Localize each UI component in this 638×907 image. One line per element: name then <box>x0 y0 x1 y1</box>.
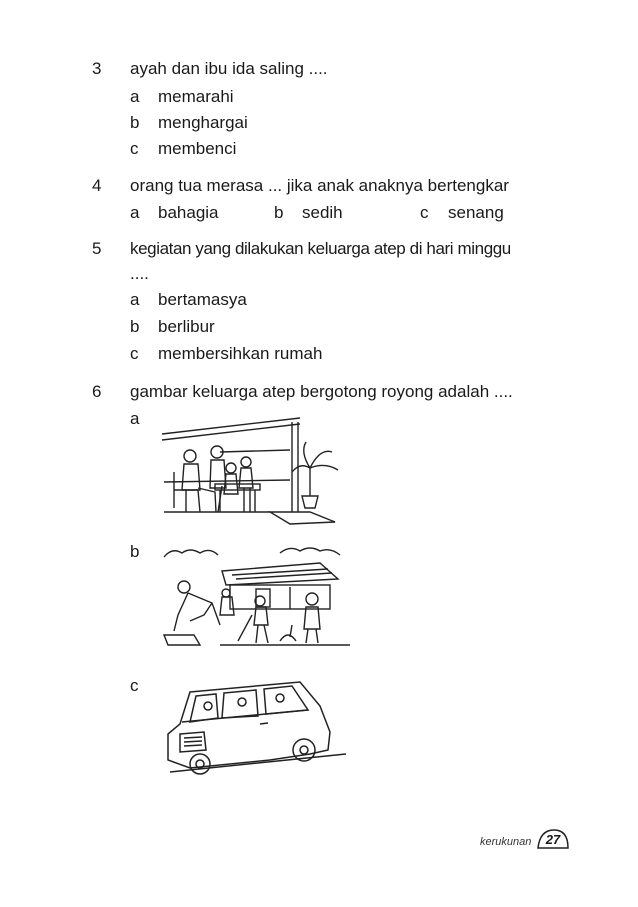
option-letter[interactable]: a <box>130 203 140 222</box>
option-text[interactable]: sedih <box>302 203 343 222</box>
option-letter[interactable]: c <box>130 139 139 158</box>
question-text: orang tua merasa ... jika anak anaknya bertengkar <box>130 176 509 195</box>
option-letter[interactable]: b <box>130 113 140 132</box>
option-letter[interactable]: a <box>130 409 140 428</box>
option-letter[interactable]: c <box>420 203 429 222</box>
option-text[interactable]: menghargai <box>158 113 248 132</box>
page-number: 27 <box>545 832 561 847</box>
question-text: ayah dan ibu ida saling .... <box>130 59 328 78</box>
option-text[interactable]: memarahi <box>158 87 234 106</box>
question-number: 5 <box>92 239 102 258</box>
option-text[interactable]: membersihkan rumah <box>158 344 323 363</box>
family-car-illustration[interactable] <box>160 676 350 778</box>
question-number: 6 <box>92 382 102 401</box>
gotong-royong-illustration[interactable] <box>160 545 350 655</box>
option-letter[interactable]: a <box>130 290 140 309</box>
option-letter[interactable]: b <box>130 317 140 336</box>
option-text[interactable]: bertamasya <box>158 290 247 309</box>
question-continuation: .... <box>130 264 149 283</box>
family-porch-illustration[interactable] <box>160 412 350 530</box>
question-number: 3 <box>92 59 102 78</box>
option-letter[interactable]: b <box>130 542 140 561</box>
question-text: gambar keluarga atep bergotong royong adalah .... <box>130 382 513 401</box>
question-number: 4 <box>92 176 102 195</box>
question-text: kegiatan yang dilakukan keluarga atep di hari minggu <box>130 239 511 258</box>
option-letter[interactable]: b <box>274 203 284 222</box>
option-letter[interactable]: c <box>130 676 139 695</box>
option-text[interactable]: senang <box>448 203 504 222</box>
option-letter[interactable]: c <box>130 344 139 363</box>
option-text[interactable]: berlibur <box>158 317 215 336</box>
option-text[interactable]: bahagia <box>158 203 219 222</box>
option-text[interactable]: membenci <box>158 139 237 158</box>
footer-chapter-label: kerukunan <box>480 836 532 848</box>
option-letter[interactable]: a <box>130 87 140 106</box>
